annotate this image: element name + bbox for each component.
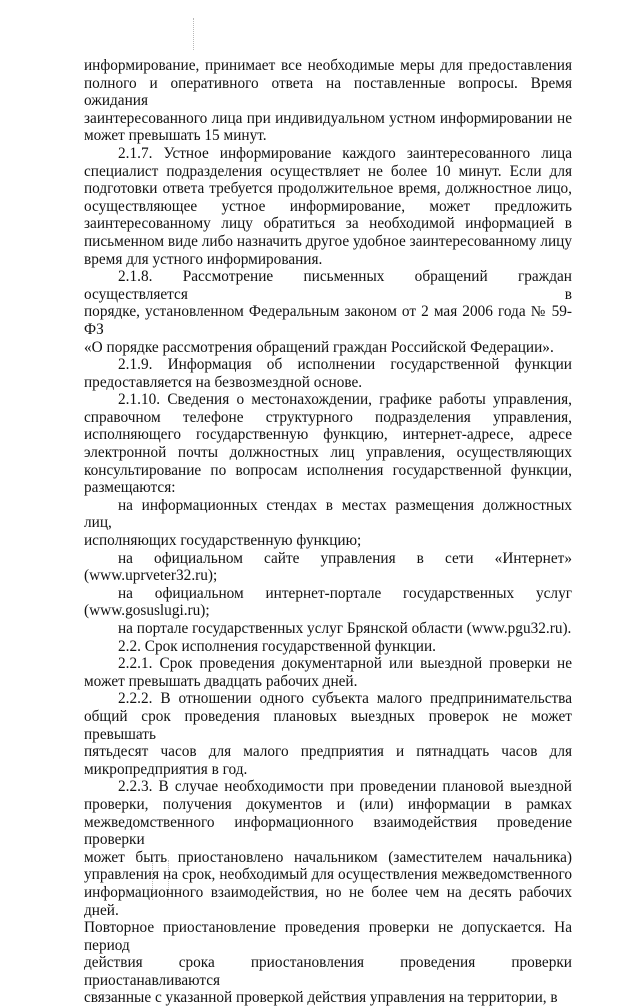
paragraph-line: связанные с указанной проверкой действия управления на территории, в (84, 989, 558, 1007)
paragraph-line: справочном телефоне структурного подразделения управления, (84, 408, 572, 426)
paragraph-line: исполняющего государственную функцию, интернет-адресе, адресе (84, 426, 572, 444)
paragraph-line: (www.gosuslugi.ru); (84, 602, 210, 620)
paragraph-line: управления на срок, необходимый для осуществления межведомственного (84, 866, 572, 884)
paragraph-line: 2.1.7. Устное информирование каждого заинтересованного лица (118, 144, 572, 162)
scan-artifact-line (193, 18, 194, 50)
paragraph-line: 2.2.3. В случае необходимости при проведении плановой выездной (118, 778, 572, 796)
paragraph-line: общий срок проведения плановых выездных проверок не может превышать (84, 707, 572, 743)
paragraph-line: электронной почты должностных лиц управления, осуществляющих (84, 444, 572, 462)
paragraph-line: информирование, принимает все необходимые меры для предоставления (84, 57, 572, 74)
paragraph-line: исполняющих государственную функцию; (84, 532, 362, 550)
paragraph-line: (www.uprveter32.ru); (84, 567, 218, 585)
paragraph-line: порядке, установленном Федеральным законом от 2 мая 2006 года № 59-ФЗ (84, 303, 572, 338)
paragraph-line: 2.2.2. В отношении одного субъекта малого предпринимательства (118, 690, 572, 708)
paragraph-line: может быть приостановлено начальником (заместителем начальника) (84, 848, 572, 866)
paragraph-line: заинтересованному лицу обратиться за необходимой информацией в (84, 215, 572, 233)
paragraph-line: 2.1.8. Рассмотрение письменных обращений граждан осуществляется в (84, 268, 572, 303)
paragraph-line: межведомственного информационного взаимодействия проведение проверки (84, 813, 572, 849)
paragraph-line: на официальном сайте управления в сети «Интернет» (118, 549, 572, 567)
paragraph-line: специалист подразделения осуществляет не более 10 минут. Если для (84, 162, 572, 180)
paragraph-line: полного и оперативного ответа на поставленные вопросы. Время ожидания (84, 74, 572, 110)
paragraph-line: предоставляется на безвозмездной основе. (84, 373, 363, 391)
paragraph-line: может превышать двадцать рабочих дней. (84, 672, 358, 690)
paragraph-line: на официальном интернет-портале государственных услуг (118, 584, 572, 602)
paragraph-line: осуществляющее устное информирование, может предложить (84, 197, 572, 215)
paragraph-line: заинтересованного лица при индивидуальном устном информировании не (84, 109, 572, 127)
paragraph-line: 2.2.1. Срок проведения документарной или выездной проверки не (118, 655, 572, 673)
paragraph-line: проверки, получения документов и (или) информации в рамках (84, 795, 572, 813)
paragraph-line: письменном виде либо назначить другое удобное заинтересованному лицу (84, 232, 572, 250)
paragraph-line: микропредприятия в год. (84, 760, 248, 778)
paragraph-line: консультирование по вопросам исполнения государственной функции, (84, 461, 572, 479)
paragraph-line: может превышать 15 минут. (84, 127, 267, 145)
paragraph-line: размещаются: (84, 479, 176, 497)
paragraph-line: действия срока приостановления проведения проверки приостанавливаются (84, 954, 572, 989)
paragraph-line: информационного взаимодействия, но не более чем на десять рабочих дней. (84, 883, 572, 919)
paragraph-line: 2.1.10. Сведения о местонахождении, графике работы управления, (118, 391, 572, 409)
paragraph-line: Повторное приостановление проведения проверки не допускается. На период (84, 919, 572, 954)
paragraph-line: «О порядке рассмотрения обращений граждан Российской Федерации». (84, 338, 554, 356)
document-body (84, 57, 572, 1007)
paragraph-line: на портале государственных услуг Брянской области (www.pgu32.ru). (118, 620, 572, 637)
paragraph-line: 2.2. Срок исполнения государственной функции. (118, 637, 436, 655)
paragraph-line: подготовки ответа требуется продолжительное время, должностное лицо, (84, 180, 572, 198)
paragraph-line: на информационных стендах в местах размещения должностных лиц, (84, 496, 572, 532)
paragraph-line: пятьдесят часов для малого предприятия и пятнадцать часов для (84, 743, 572, 761)
paragraph-line: время для устного информирования. (84, 250, 323, 268)
paragraph-line: 2.1.9. Информация об исполнении государственной функции (118, 356, 572, 374)
